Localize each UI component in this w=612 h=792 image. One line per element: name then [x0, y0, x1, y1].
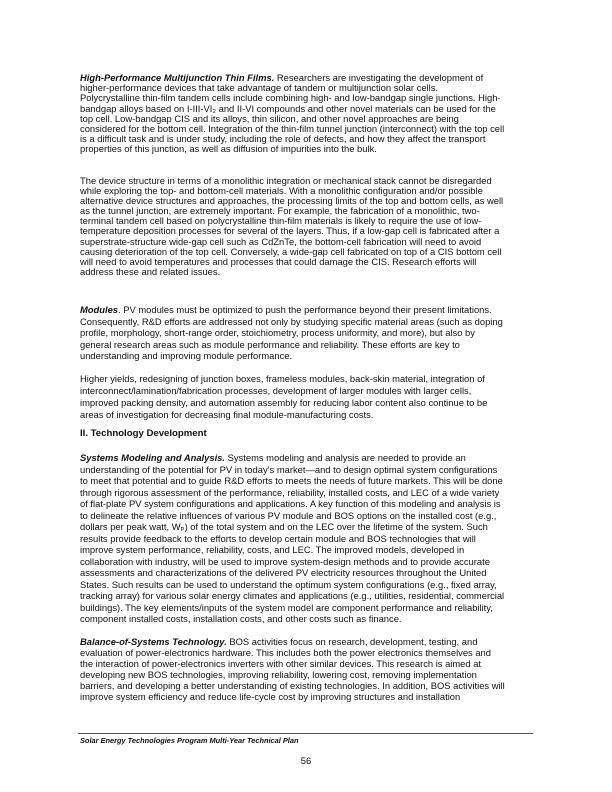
paragraph-device-structure: The device structure in terms of a monolithic integration or mechanical stack cannot be disregarded while exploring the top- and bottom-cell materials. With a monolithic configuration and/or possible alternative device structures and approaches, the processing limits of the top and bottom cells, as well as the tunnel junction, are extremely important. For example, the fabrication of a monolithic, two- terminal tandem cell based on polycrystalline thin-film materials is likely to require the use of low- temperature deposition processes for several of the layers. Thus, if a low-gap cell is fabricated after a superstrate-structure wide-gap cell such as CdZnTe, the bottom-cell fabrication will need to avoid causing deterioration of the top cell. Conversely, a wide-gap cell fabricated on top of a CIS bottom cell will need to avoid temperatures and processes that could damage the CIS. Research efforts will address these and related issues.: [80, 175, 504, 277]
section-heading: II. Technology Development: [80, 428, 207, 439]
page-number: 56: [300, 755, 312, 766]
paragraph-lead: High-Performance Multijunction Thin Films.: [80, 72, 275, 83]
paragraph-lead: Systems Modeling and Analysis.: [80, 452, 226, 463]
paragraph-lead: Modules: [80, 304, 119, 315]
paragraph-modules: Modules. PV modules must be optimized to push the performance beyond their present limitations. Consequently, R&D efforts are addressed not only by studying specific material areas (such as doping profile, morphology, short-range order, stoichiometry, process uniformity, and more), but also by general research areas such as module performance and reliability. These efforts are key to understanding and improving module performance.: [80, 304, 503, 362]
footer-title: Solar Energy Technologies Program Multi-Year Technical Plan: [80, 736, 299, 745]
footer-divider: [78, 733, 533, 734]
paragraph-higher-yields: Higher yields, redesigning of junction boxes, frameless modules, back-skin material, integration of interconnect/lamination/fabrication processes, development of larger modules with larger cells, improved packing density, and automation assembly for reducing labor content also continue to be areas of investigation for decreasing final module-manufacturing costs.: [80, 373, 488, 420]
paragraph-lead: Balance-of-Systems Technology.: [80, 636, 227, 647]
paragraph-multijunction-thin-films: High-Performance Multijunction Thin Films. Researchers are investigating the development of higher-performance devices that take advantage of tandem or multijunction solar cells. Polycrystalline thin-film tandem cells include combining high- and low-bandgap single junctions. High- bandgap alloys based on I-III-VI₂ and II-VI compounds and other novel materials can be used for the top cell. Low-bandgap CIS and its alloys, thin silicon, and other novel approaches are being considered for the bottom cell. Integration of the thin-film tunnel junction (interconnect) with the top cell is a difficult task and is under study, including the role of defects, and how they affect the transport properties of this junction, as well as diffusion of impurities into the bulk.: [80, 72, 505, 155]
paragraph-balance-of-systems: Balance-of-Systems Technology. BOS activities focus on research, development, testing, and evaluation of power-electronics hardware. This includes both the power electronics themselves and the interaction of power-electronics inverters with other similar devices. This research is aimed at developing new BOS technologies, improving reliability, lowering cost, removing implementation barriers, and developing a better understanding of existing technologies. In addition, BOS activities will improve system efficiency and reduce life-cycle cost by improving structures and installation: [80, 636, 505, 702]
paragraph-systems-modeling: Systems Modeling and Analysis. Systems modeling and analysis are needed to provide an understanding of the potential for PV in today’s market—and to design optimal system configurations to meet that potential and to guide R&D efforts to meets the needs of future markets. This will be done through rigorous assessment of the performance, reliability, installed costs, and LEC of a wide variety of flat-plate PV system configurations and applications. A key function of this modeling and analysis is to delineate the relative influences of various PV module and BOS options on the installed cost (e.g., dollars per peak watt, Wₚ) of the total system and on the LEC over the lifetime of the system. Such results provide feedback to the efforts to develop certain module and BOS technologies that will improve system performance, reliability, costs, and LEC. The improved models, developed in collaboration with industry, will be used to improve system-design methods and to provide accurate assessments and characterizations of the delivered PV electricity resources throughout the United States. Such results can be used to understand the optimum system configurations (e.g., fixed array, tracking array) for various solar energy climates and applications (e.g., utilities, residential, commercial buildings). The key elements/inputs of the system model are component performance and reliability, component installed costs, installation costs, and other costs such as finance.: [80, 452, 505, 624]
